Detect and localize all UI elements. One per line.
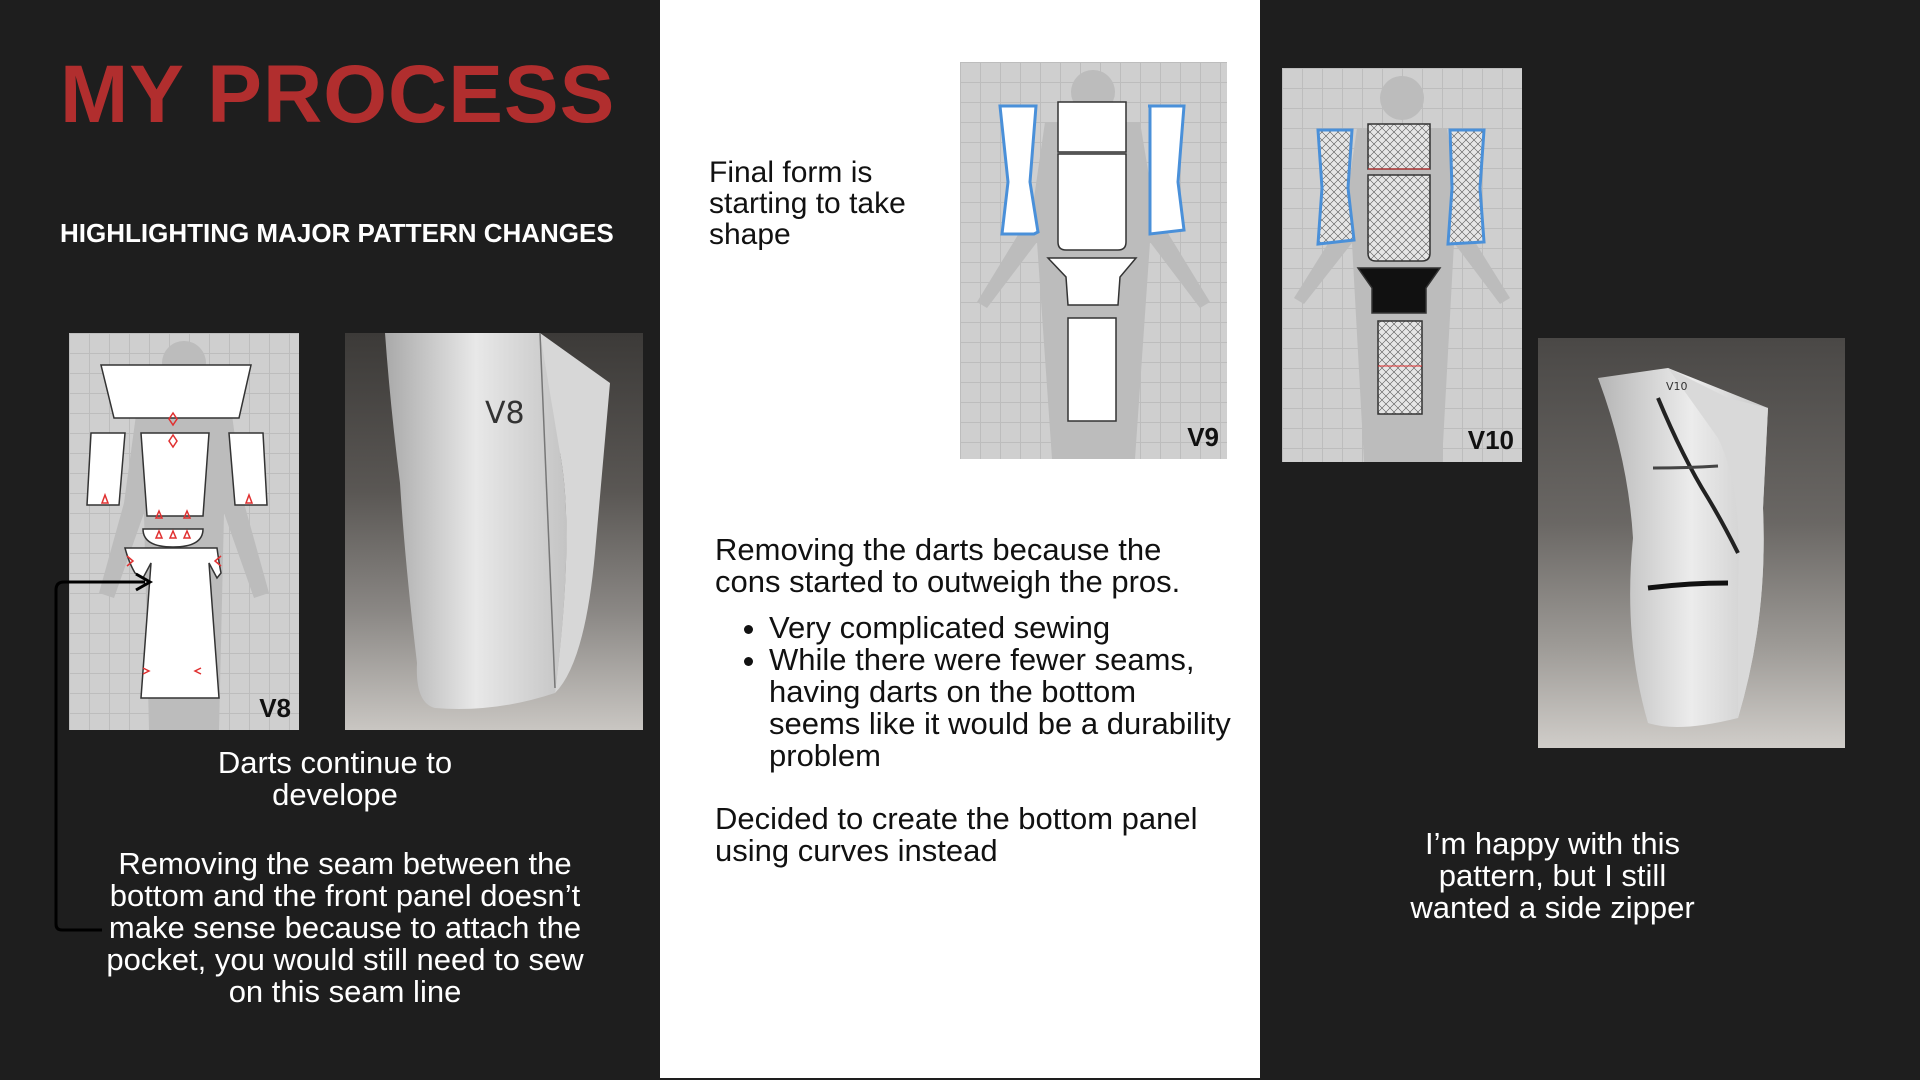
- v9-description-text: Removing the darts because the cons started to outweigh the pros.: [715, 532, 1181, 599]
- list-item: • While there were fewer seams, having darts on the bottom seems like it would be a durability problem: [769, 644, 1235, 772]
- v8-label: V8: [259, 693, 291, 723]
- v9-cons-list: [715, 609, 1235, 773]
- v8-caption-seam: Removing the seam between the bottom and the front panel doesn’t make sense because to attach the pocket, you would still need to sew on this seam line: [106, 846, 584, 1009]
- v8-photo-marking: V8: [485, 396, 525, 431]
- slide-title: MY PROCESS: [60, 49, 616, 140]
- v9-decision: Decided to create the bottom panel using curves instead: [715, 801, 1198, 869]
- v8-sewn-prototype-photo: [345, 333, 643, 730]
- v10-sewn-prototype-photo: [1538, 338, 1845, 748]
- v10-label: V10: [1467, 425, 1514, 455]
- v10-pattern-image: [1282, 68, 1522, 462]
- v10-photo-marking: V10: [1666, 380, 1688, 393]
- v9-side-note: Final form is starting to take shape: [709, 156, 906, 251]
- slide-subtitle: HIGHLIGHTING MAJOR PATTERN CHANGES: [60, 218, 614, 248]
- v9-pattern-image: [960, 62, 1227, 459]
- v10-pattern-drawing: [1282, 68, 1522, 462]
- v10-caption: I’m happy with this pattern, but I still wanted a side zipper: [1410, 826, 1695, 925]
- v8-caption-darts: Darts continue to develope: [217, 745, 453, 812]
- list-item: • Very complicated sewing: [769, 612, 1235, 644]
- v9-pattern-drawing: [960, 62, 1227, 459]
- v9-description: [715, 534, 1235, 867]
- v9-label: V9: [1187, 422, 1219, 452]
- connector-arrow: [50, 570, 160, 940]
